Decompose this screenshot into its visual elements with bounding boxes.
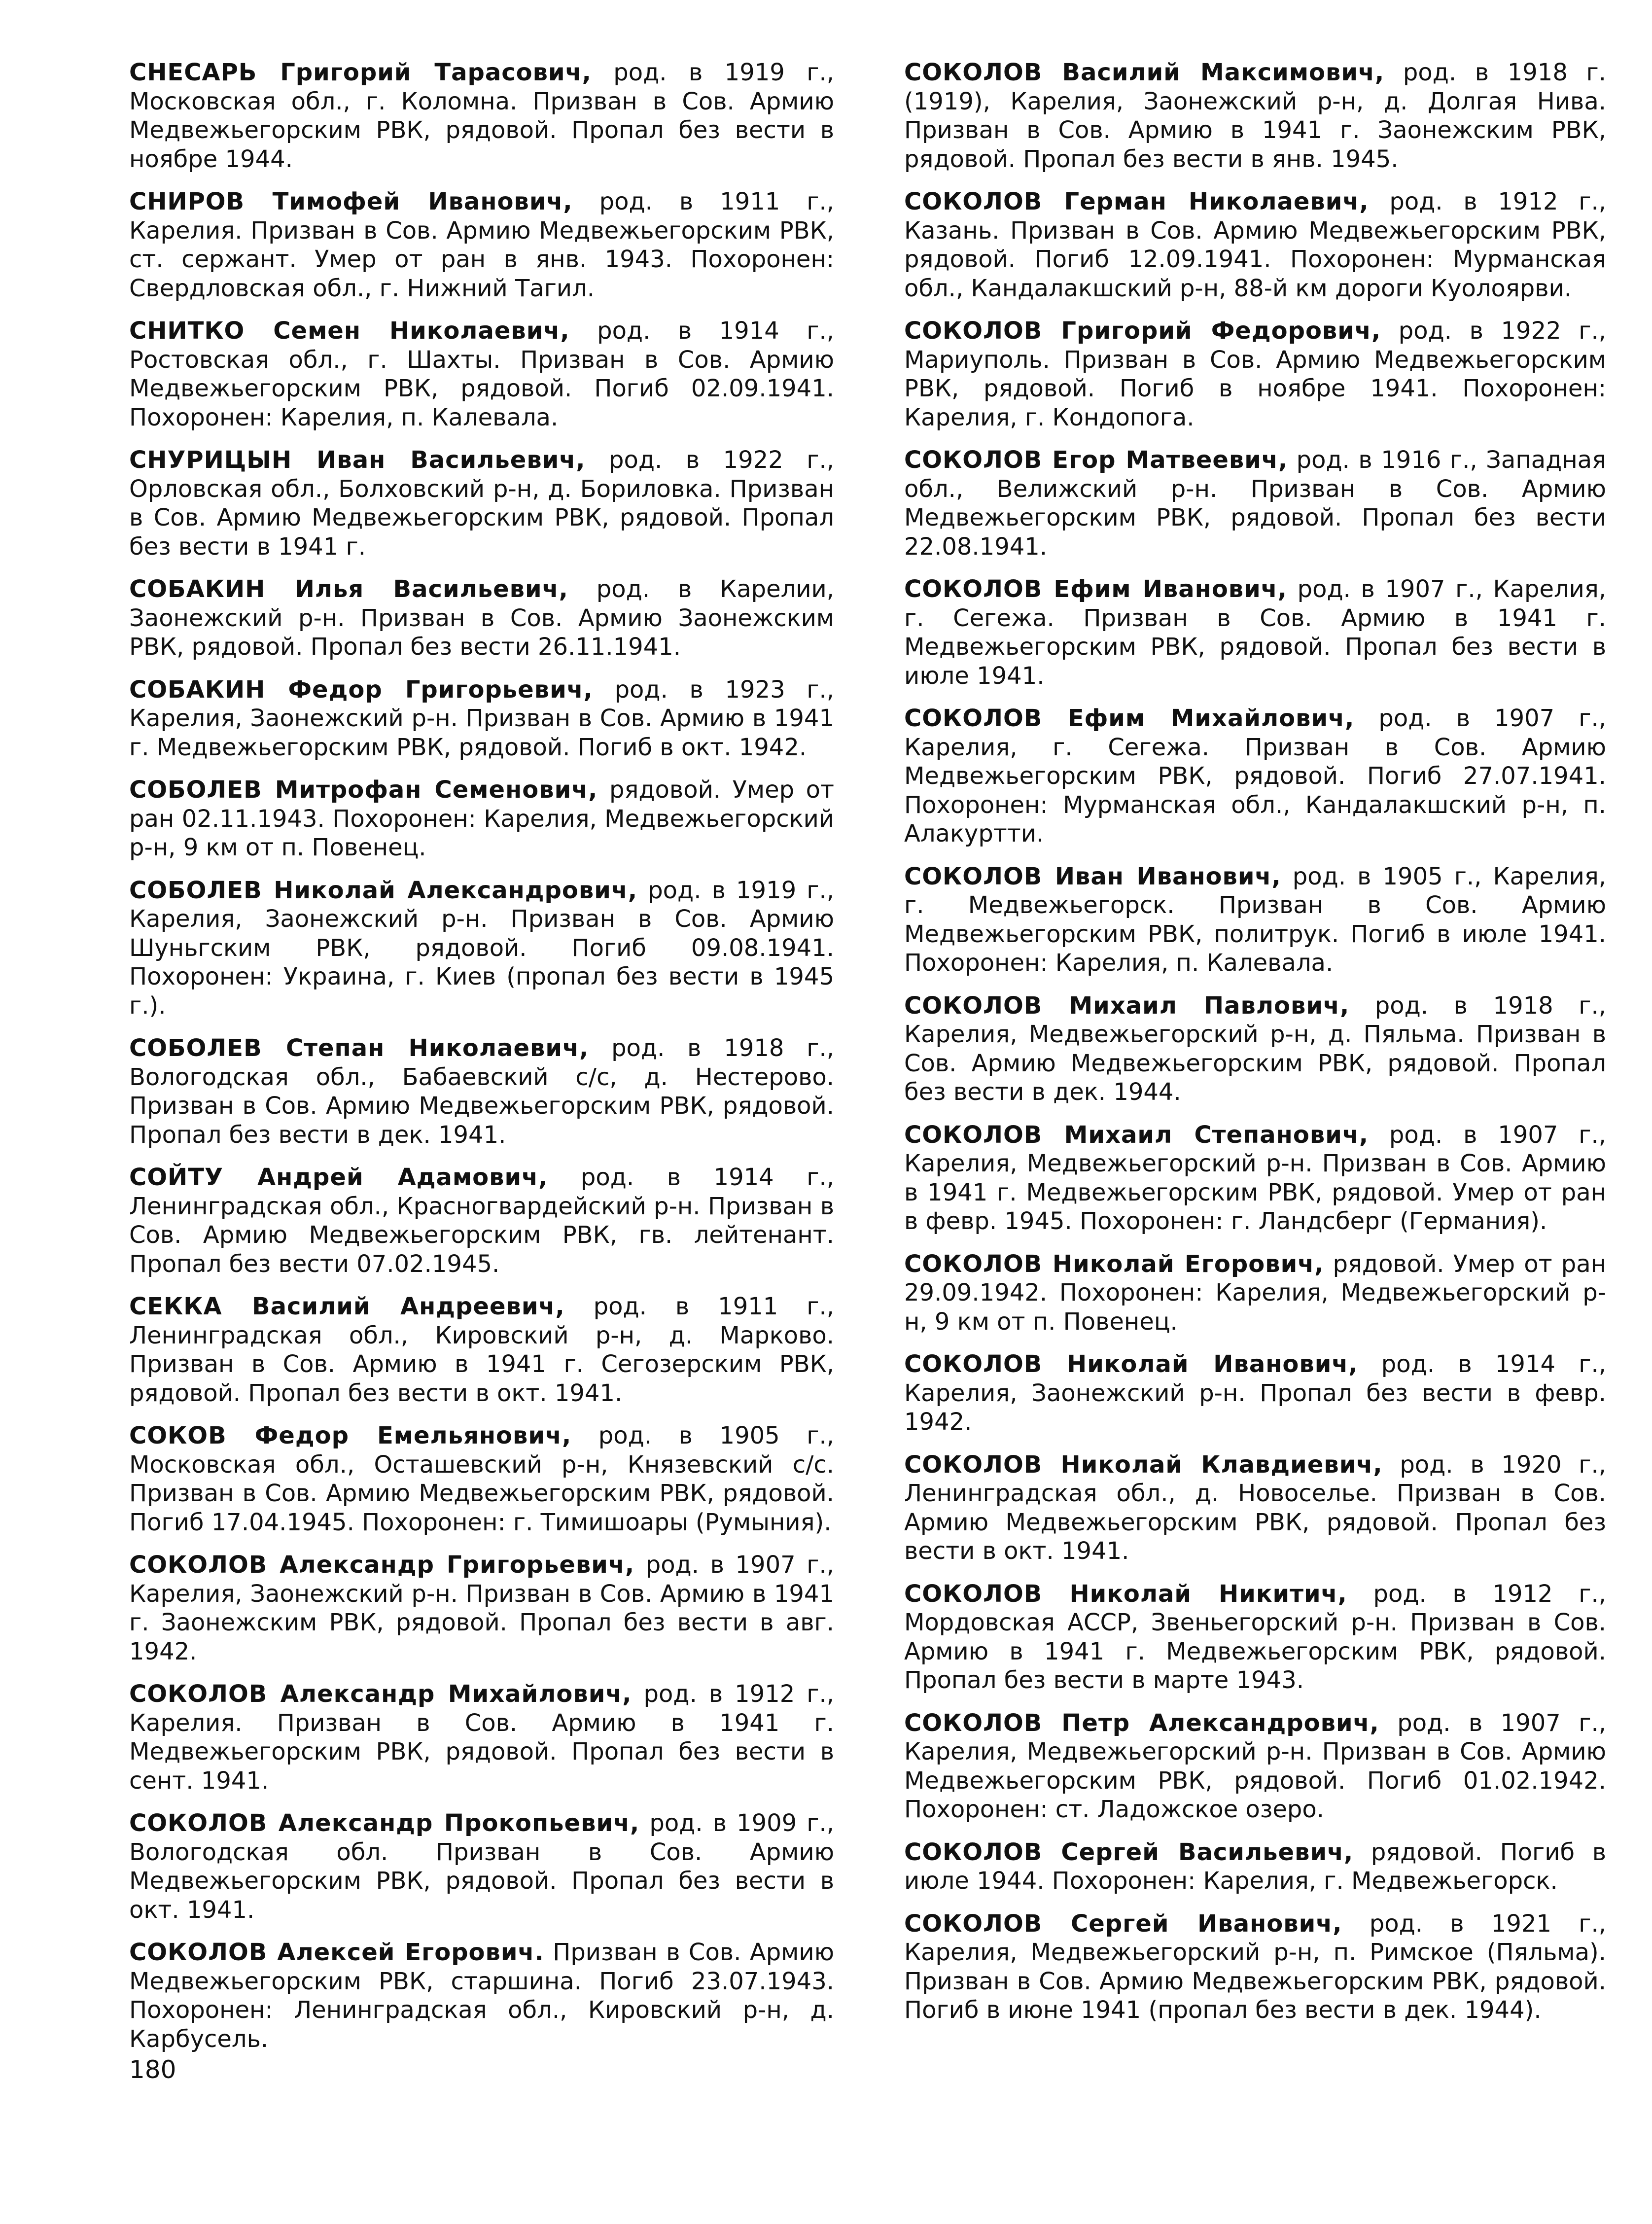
entry-text: род. в 1905 г., Карелия, г. Медвежьегорск. Призван в Сов. Армию Медвежьегорским РВК, политрук. Погиб в июле 1941. Похоронен: Карелия, п. Калевала.	[904, 862, 1606, 977]
entry	[904, 1450, 1606, 1566]
right-column	[904, 58, 1606, 2039]
entry-name: СНУРИЦЫН Иван Васильевич,	[129, 446, 586, 474]
entry-name: СОКОЛОВ Ефим Иванович,	[904, 575, 1287, 603]
entry-text: род. в 1919 г., Карелия, Заонежский р-н. Призван в Сов. Армию Шуньгским РВК, рядовой. Погиб 09.08.1941. Похоронен: Украина, г. Киев (пропал без вести в 1945 г.).	[129, 876, 835, 1020]
entry-text: род. в 1914 г., Ростовская обл., г. Шахты. Призван в Сов. Армию Медвежьегорским РВК, рядовой. Погиб 02.09.1941. Похоронен: Карелия, п. Калевала.	[129, 317, 834, 431]
entry-name: СОБОЛЕВ Николай Александрович,	[129, 876, 638, 904]
entry	[129, 776, 834, 862]
entry-name: СОКОЛОВ Петр Александрович,	[904, 1709, 1379, 1737]
entry-text: род. в 1911 г., Ленинградская обл., Кировский р-н, д. Марково. Призван в Сов. Армию в 1941 г. Сегозерским РВК, рядовой. Пропал без вести в окт. 1941.	[129, 1293, 834, 1407]
entry-name: СОБАКИН Федор Григорьевич,	[129, 675, 593, 704]
entry-name: СОКОЛОВ Иван Иванович,	[904, 862, 1281, 890]
entry-name: СОКОЛОВ Герман Николаевич,	[904, 188, 1369, 215]
entry	[129, 317, 834, 432]
entry-text: род. в 1907 г., Карелия, Медвежьегорский р-н. Призван в Сов. Армию Медвежьегорским РВК, рядовой. Погиб 01.02.1942. Похоронен: ст. Ладожское озеро.	[904, 1709, 1607, 1823]
entry-text: род. в 1918 г., Карелия, Медвежьегорский р-н, д. Пяльма. Призван в Сов. Армию Медвежьегорским РВК, рядовой. Пропал без вести в дек. 1944.	[904, 991, 1607, 1106]
entry	[129, 1034, 834, 1149]
entry	[129, 446, 834, 561]
entry-name: СОКОЛОВ Михаил Павлович,	[904, 991, 1350, 1020]
entry-text: род. в 1907 г., Карелия, г. Сегежа. Призван в Сов. Армию в 1941 г. Медвежьегорским РВК, рядовой. Пропал без вести в июле 1941.	[904, 575, 1606, 690]
entry-name: СОБОЛЕВ Степан Николаевич,	[129, 1034, 589, 1062]
entry-name: СОКОЛОВ Сергей Иванович,	[904, 1909, 1342, 1938]
left-column	[129, 58, 834, 2067]
entry-name: СОКОЛОВ Александр Михайлович,	[129, 1680, 632, 1708]
entry-name: СНИТКО Семен Николаевич,	[129, 317, 570, 345]
entry-name: СОКОЛОВ Михаил Степанович,	[904, 1121, 1369, 1149]
entry-text: рядовой. Умер от ран 29.09.1942. Похоронен: Карелия, Медвежьегорский р-н, 9 км от п. Повенец.	[904, 1250, 1606, 1336]
entry-text: род. в 1912 г., Казань. Призван в Сов. Армию Медвежьегорским РВК, рядовой. Погиб 12.09.1941. Похоронен: Мурманская обл., Кандалакшский р-н, 88-й км дороги Куолоярви.	[904, 188, 1607, 302]
entry-text: род. в 1914 г., Ленинградская обл., Красногвардейский р-н. Призван в Сов. Армию Медвежьегорским РВК, гв. лейтенант. Пропал без вести 07.02.1945.	[129, 1164, 834, 1278]
entry	[904, 58, 1606, 174]
entry-text: род. в 1912 г., Карелия. Призван в Сов. Армию в 1941 г. Медвежьегорским РВК, рядовой. Пропал без вести в сент. 1941.	[129, 1680, 835, 1795]
entry-text: род. в 1922 г., Мариуполь. Призван в Сов. Армию Медвежьегорским РВК, рядовой. Погиб в ноябре 1941. Похоронен: Карелия, г. Кондопога.	[904, 317, 1606, 431]
entry-name: СОКОЛОВ Василий Максимович,	[904, 59, 1385, 86]
entry	[904, 317, 1606, 432]
entry-text: род. в 1918 г. (1919), Карелия, Заонежский р-н, д. Долгая Нива. Призван в Сов. Армию в 1941 г. Заонежским РВК, рядовой. Пропал без вести в янв. 1945.	[904, 59, 1606, 173]
entry	[129, 876, 834, 1021]
entry-text: род. в 1919 г., Московская обл., г. Коломна. Призван в Сов. Армию Медвежьегорским РВК, рядовой. Пропал без вести в ноябре 1944.	[129, 59, 834, 173]
entry	[904, 1121, 1606, 1236]
entry	[904, 1580, 1606, 1695]
entry-name: СОБАКИН Илья Васильевич,	[129, 575, 568, 603]
entry-text: род. в 1911 г., Карелия. Призван в Сов. Армию Медвежьегорским РВК, ст. сержант. Умер от ран в янв. 1943. Похоронен: Свердловская обл., г. Нижний Тагил.	[129, 188, 834, 302]
entry	[129, 1938, 834, 2053]
entry	[129, 1551, 834, 1666]
entry-text: род. в 1909 г., Вологодская обл. Призван в Сов. Армию Медвежьегорским РВК, рядовой. Пропал без вести в окт. 1941.	[129, 1809, 835, 1924]
entry-text: род. в 1907 г., Карелия, г. Сегежа. Призван в Сов. Армию Медвежьегорским РВК, рядовой. Погиб 27.07.1941. Похоронен: Мурманская обл., Кандалакшский р-н, п. Алакуртти.	[904, 705, 1607, 847]
entry-name: СОКОЛОВ Александр Григорьевич,	[129, 1551, 635, 1579]
entry-name: СОКОЛОВ Алексей Егорович.	[129, 1939, 544, 1966]
entry-text: род. в Карелии, Заонежский р-н. Призван в Сов. Армию Заонежским РВК, рядовой. Пропал без вести 26.11.1941.	[129, 575, 834, 661]
entry-name: СОБОЛЕВ Митрофан Семенович,	[129, 776, 598, 804]
entry-text: Призван в Сов. Армию Медвежьегорским РВК, старшина. Погиб 23.07.1943. Похоронен: Ленинградская обл., Кировский р-н, д. Карбусель.	[129, 1939, 834, 2053]
entry-text: род. в 1912 г., Мордовская АССР, Звеньегорский р-н. Призван в Сов. Армию в 1941 г. Медвежьегорским РВК, рядовой. Пропал без вести в марте 1943.	[904, 1580, 1606, 1694]
entry	[129, 187, 834, 303]
entry-name: СОКОЛОВ Сергей Васильевич,	[904, 1838, 1354, 1866]
entry	[904, 1909, 1606, 2025]
entry-text: род. в 1923 г., Карелия, Заонежский р-н. Призван в Сов. Армию в 1941 г. Медвежьегорским РВК, рядовой. Погиб в окт. 1942.	[129, 675, 834, 761]
entry	[904, 1709, 1606, 1824]
entry	[129, 575, 834, 662]
entry	[904, 446, 1606, 561]
entry	[129, 1680, 834, 1795]
entry	[129, 1163, 834, 1278]
entry	[129, 1292, 834, 1408]
entry	[904, 991, 1606, 1107]
entry	[129, 1421, 834, 1537]
entry-text: род. в 1920 г., Ленинградская обл., д. Новоселье. Призван в Сов. Армию Медвежьегорским РВК, рядовой. Пропал без вести в окт. 1941.	[904, 1450, 1606, 1565]
entry	[904, 1350, 1606, 1437]
entry-name: СОКОЛОВ Николай Иванович,	[904, 1350, 1358, 1378]
entry-text: род. в 1918 г., Вологодская обл., Бабаевский с/с, д. Нестерово. Призван в Сов. Армию Медвежьегорским РВК, рядовой. Пропал без вести в дек. 1941.	[129, 1034, 835, 1149]
entry	[904, 862, 1606, 978]
entry-name: СОКОЛОВ Николай Никитич,	[904, 1580, 1347, 1608]
entry-name: СОКОЛОВ Егор Матвеевич,	[904, 446, 1288, 474]
entry-text: род. в 1921 г., Карелия, Медвежьегорский р-н, п. Римское (Пяльма). Призван в Сов. Армию Медвежьегорским РВК, рядовой. Погиб в июне 1941 (пропал без вести в дек. 1944).	[904, 1909, 1607, 2024]
entry-name: СОКОЛОВ Николай Клавдиевич,	[904, 1450, 1383, 1479]
entry-text: род. в 1907 г., Карелия, Медвежьегорский р-н. Призван в Сов. Армию в 1941 г. Медвежьегорским РВК, рядовой. Умер от ран в февр. 1945. Похоронен: г. Ландсберг (Германия).	[904, 1121, 1607, 1235]
entry	[904, 187, 1606, 303]
entry-text: рядовой. Погиб в июле 1944. Похоронен: Карелия, г. Медвежьегорск.	[904, 1838, 1606, 1895]
page-number: 180	[129, 2055, 176, 2084]
entry	[904, 575, 1606, 690]
entry-name: СОКОЛОВ Николай Егорович,	[904, 1250, 1324, 1278]
entry-name: СНЕСАРЬ Григорий Тарасович,	[129, 59, 592, 86]
entry-name: СОКОЛОВ Григорий Федорович,	[904, 317, 1381, 345]
entry-text: род. в 1905 г., Московская обл., Осташевский р-н, Князевский с/с. Призван в Сов. Армию Медвежьегорским РВК, рядовой. Погиб 17.04.1945. Похоронен: г. Тимишоары (Румыния).	[129, 1422, 834, 1536]
entry-text: род. в 1914 г., Карелия, Заонежский р-н. Пропал без вести в февр. 1942.	[904, 1350, 1606, 1436]
entry	[129, 58, 834, 174]
entry-text: род. в 1916 г., Западная обл., Велижский р-н. Призван в Сов. Армию Медвежьегорским РВК, рядовой. Пропал без вести 22.08.1941.	[904, 446, 1606, 561]
entry-name: СЕККА Василий Андреевич,	[129, 1293, 565, 1320]
entry	[904, 704, 1606, 848]
entry-name: СОКОЛОВ Александр Прокопьевич,	[129, 1809, 640, 1837]
entry-name: СНИРОВ Тимофей Иванович,	[129, 188, 573, 215]
entry	[904, 1250, 1606, 1337]
entry-name: СОЙТУ Андрей Адамович,	[129, 1164, 548, 1191]
entry	[129, 675, 834, 762]
entry	[904, 1838, 1606, 1896]
entry-text: рядовой. Умер от ран 02.11.1943. Похоронен: Карелия, Медвежьегорский р-н, 9 км от п. Повенец.	[129, 776, 835, 861]
entry-name: СОКОВ Федор Емельянович,	[129, 1422, 572, 1449]
entry-name: СОКОЛОВ Ефим Михайлович,	[904, 705, 1355, 732]
entry-text: род. в 1922 г., Орловская обл., Болховский р-н, д. Бориловка. Призван в Сов. Армию Медвежьегорским РВК, рядовой. Пропал без вести в 1941 г.	[129, 446, 834, 561]
entry-text: род. в 1907 г., Карелия, Заонежский р-н. Призван в Сов. Армию в 1941 г. Заонежским РВК, рядовой. Пропал без вести в авг. 1942.	[129, 1551, 834, 1665]
entry	[129, 1809, 834, 1924]
